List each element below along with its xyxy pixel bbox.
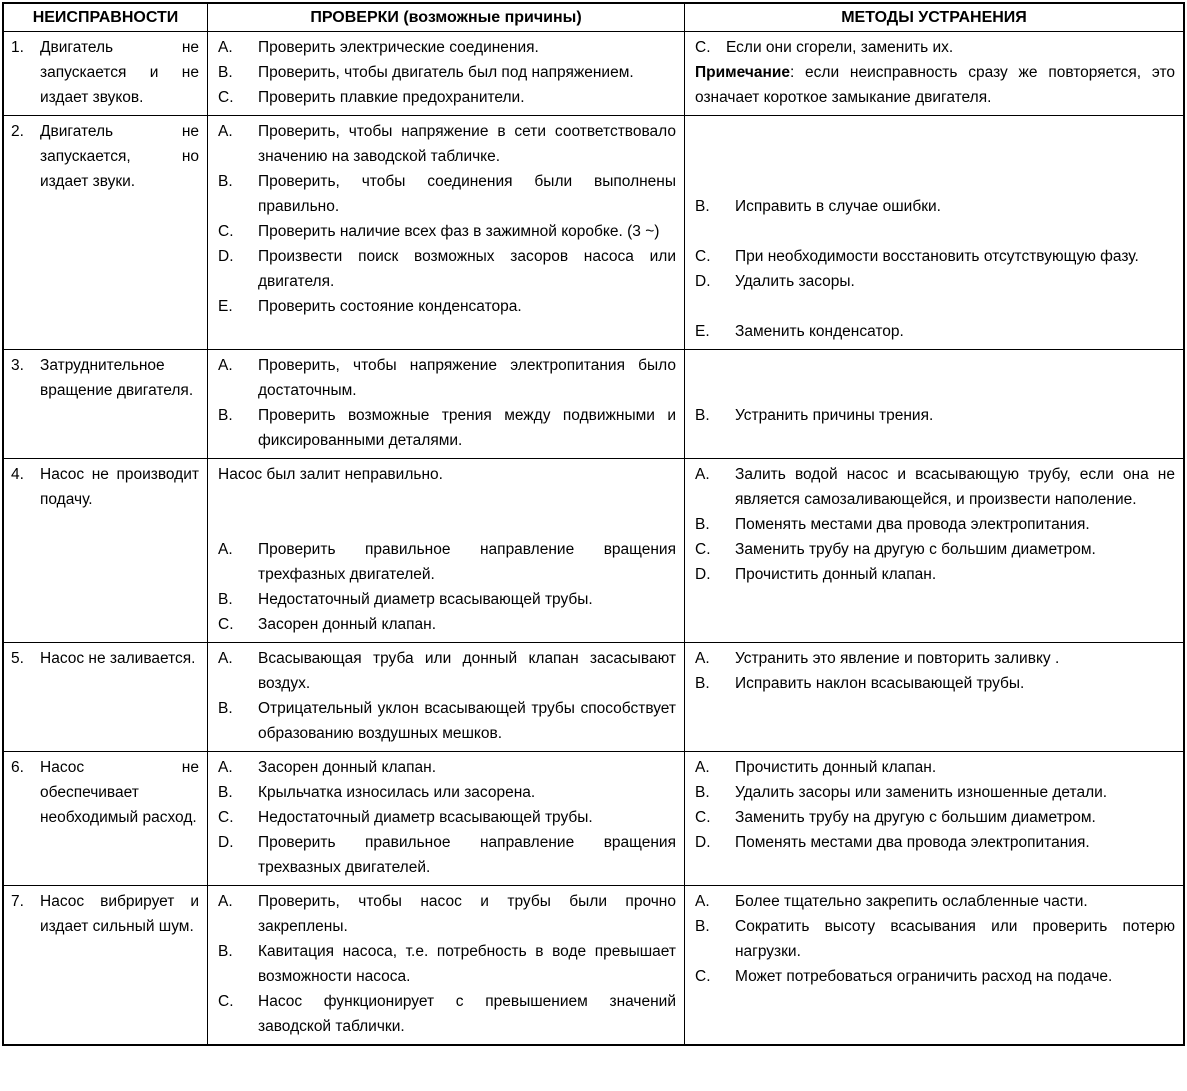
check-item [218, 889, 676, 939]
method-label: E. [695, 323, 710, 340]
check-text: Проверить электрические соединения. [258, 39, 539, 56]
method-text: Заменить конденсатор. [735, 323, 904, 340]
check-label: A. [218, 893, 233, 910]
method-item [695, 35, 1175, 60]
method-label: A. [695, 650, 710, 667]
check-text: Проверить, чтобы напряжение электропитания было достаточным. [258, 357, 676, 399]
fault-cell [4, 32, 207, 115]
check-text: Проверить, чтобы насос и трубы были прочно закреплены. [258, 893, 676, 935]
check-text: Проверить правильное направление вращения трехвазных двигателей. [258, 834, 676, 876]
check-intro-text: Насос был залит неправильно. [218, 466, 443, 483]
check-label: C. [218, 89, 234, 106]
check-label: B. [218, 407, 233, 424]
method-text: Поменять местами два провода электропитания. [735, 834, 1090, 851]
checks-cell [207, 752, 684, 885]
method-label: A. [695, 466, 710, 483]
method-item [695, 780, 1175, 805]
check-item [218, 805, 676, 830]
check-text: Недостаточный диаметр всасывающей трубы. [258, 809, 593, 826]
check-item [218, 119, 676, 169]
method-label: A. [695, 759, 710, 776]
fault-item [11, 119, 199, 194]
fault-number: 1. [11, 39, 24, 56]
check-text: Недостаточный диаметр всасывающей трубы. [258, 591, 593, 608]
column-header-faults: НЕИСПРАВНОСТИ [32, 9, 179, 26]
check-label: B. [218, 173, 233, 190]
check-text: Проверить плавкие предохранители. [258, 89, 525, 106]
method-label: C. [695, 39, 711, 56]
method-label: C. [695, 809, 711, 826]
method-label: B. [695, 675, 710, 692]
table-row-7 [4, 885, 1183, 1044]
checks-cell [207, 350, 684, 458]
fault-text: Затруднительное вращение двигателя. [40, 357, 194, 399]
method-label: C. [695, 541, 711, 558]
fault-item [11, 646, 199, 671]
fault-number: 4. [11, 466, 24, 483]
column-header-checks: ПРОВЕРКИ (возможные причины) [207, 4, 684, 31]
check-text: Проверить, чтобы напряжение в сети соответствовало значению на заводской табличке. [258, 123, 676, 165]
method-text: Прочистить донный клапан. [735, 759, 937, 776]
table-row-6 [4, 751, 1183, 885]
check-text: Проверить, чтобы соединения были выполнены правильно. [258, 173, 676, 215]
check-label: D. [218, 834, 234, 851]
check-item [218, 587, 676, 612]
check-label: A. [218, 357, 233, 374]
check-label: C. [218, 809, 234, 826]
check-text: Засорен донный клапан. [258, 759, 437, 776]
note-paragraph [695, 60, 1175, 110]
methods-cell [684, 643, 1183, 751]
method-text: Более тщательно закрепить ослабленные части. [735, 893, 1088, 910]
checks-cell [207, 886, 684, 1044]
methods-cell [684, 886, 1183, 1044]
method-text: Удалить засоры или заменить изношенные детали. [735, 784, 1108, 801]
check-item [218, 612, 676, 637]
fault-item [11, 35, 199, 110]
check-item [218, 403, 676, 453]
method-text: Исправить наклон всасывающей трубы. [735, 675, 1025, 692]
method-item [695, 512, 1175, 537]
check-label: C. [218, 616, 234, 633]
method-text: Сократить высоту всасывания или проверить потерю нагрузки. [735, 918, 1175, 960]
checks-cell [207, 459, 684, 642]
check-item [218, 85, 676, 110]
check-item [218, 830, 676, 880]
table-header-row [4, 4, 1183, 31]
fault-cell [4, 459, 207, 642]
methods-cell [684, 752, 1183, 885]
check-text: Проверить наличие всех фаз в зажимной коробке. (3 ~) [258, 223, 660, 240]
check-item [218, 169, 676, 219]
fault-cell [4, 752, 207, 885]
method-item [695, 964, 1175, 989]
check-text: Засорен донный клапан. [258, 616, 437, 633]
checks-cell [207, 32, 684, 115]
fault-cell [4, 116, 207, 349]
table-row-2 [4, 115, 1183, 349]
fault-cell [4, 643, 207, 751]
methods-cell [684, 32, 1183, 115]
method-label: D. [695, 566, 711, 583]
check-label: E. [218, 298, 233, 315]
method-item [695, 244, 1175, 269]
check-label: A. [218, 541, 233, 558]
check-label: B. [218, 64, 233, 81]
method-text: Устранить причины трения. [735, 407, 934, 424]
check-label: C. [218, 223, 234, 240]
check-label: B. [218, 784, 233, 801]
fault-number: 6. [11, 759, 24, 776]
method-text: При необходимости восстановить отсутствующую фазу. [735, 248, 1139, 265]
method-label: C. [695, 968, 711, 985]
table-row-5 [4, 642, 1183, 751]
check-item [218, 939, 676, 989]
method-text: Удалить засоры. [735, 273, 855, 290]
fault-number: 2. [11, 123, 24, 140]
check-label: A. [218, 39, 233, 56]
check-item [218, 353, 676, 403]
method-text: Устранить это явление и повторить заливку . [735, 650, 1060, 667]
methods-cell [684, 350, 1183, 458]
method-text: Если они сгорели, заменить их. [726, 39, 954, 56]
fault-item [11, 353, 199, 403]
check-item [218, 60, 676, 85]
check-label: C. [218, 993, 234, 1010]
check-text: Всасывающая труба или донный клапан засасывают воздух. [258, 650, 676, 692]
checks-cell [207, 116, 684, 349]
method-label: B. [695, 516, 710, 533]
checks-cell [207, 643, 684, 751]
method-item [695, 537, 1175, 562]
check-item [218, 244, 676, 294]
method-item [695, 671, 1175, 696]
check-item [218, 35, 676, 60]
check-label: A. [218, 650, 233, 667]
check-text: Проверить возможные трения между подвижными и фиксированными деталями. [258, 407, 676, 449]
method-item [695, 462, 1175, 512]
method-item [695, 562, 1175, 587]
table-row-4 [4, 458, 1183, 642]
fault-item [11, 755, 199, 830]
check-item [218, 780, 676, 805]
fault-text: Насос вибрирует и издает сильный шум. [40, 893, 199, 935]
fault-text: Насос не производит подачу. [40, 466, 199, 508]
fault-text: Двигатель не запускается, но издает звуки. [40, 123, 199, 190]
check-text: Отрицательный уклон всасывающей трубы способствует образованию воздушных мешков. [258, 700, 676, 742]
check-item [218, 696, 676, 746]
method-item [695, 194, 1175, 219]
table-row-3 [4, 349, 1183, 458]
check-item [218, 294, 676, 319]
methods-cell [684, 116, 1183, 349]
check-label: B. [218, 700, 233, 717]
troubleshooting-table [2, 2, 1185, 1046]
method-item [695, 755, 1175, 780]
fault-number: 3. [11, 357, 24, 374]
fault-item [11, 462, 199, 512]
method-text: Заменить трубу на другую с большим диаметром. [735, 809, 1096, 826]
note-bold-word: Примечание [695, 64, 790, 81]
check-item [218, 755, 676, 780]
methods-cell [684, 459, 1183, 642]
method-text: Исправить в случае ошибки. [735, 198, 941, 215]
method-text: Залить водой насос и всасывающую трубу, если она не является самозаливающейся, и произвести наполение. [735, 466, 1175, 508]
method-label: B. [695, 784, 710, 801]
method-item [695, 830, 1175, 855]
method-item [695, 646, 1175, 671]
method-item [695, 403, 1175, 428]
column-header-methods: МЕТОДЫ УСТРАНЕНИЯ [684, 4, 1183, 31]
method-label: C. [695, 248, 711, 265]
fault-number: 7. [11, 893, 24, 910]
check-label: A. [218, 123, 233, 140]
check-text: Проверить правильное направление вращения трехфазных двигателей. [258, 541, 676, 583]
fault-item [11, 889, 199, 939]
method-item [695, 269, 1175, 294]
check-text: Крыльчатка износилась или засорена. [258, 784, 536, 801]
method-text: Прочистить донный клапан. [735, 566, 937, 583]
check-text: Произвести поиск возможных засоров насоса или двигателя. [258, 248, 676, 290]
table-row-1 [4, 31, 1183, 115]
check-label: D. [218, 248, 234, 265]
method-label: A. [695, 893, 710, 910]
check-item [218, 989, 676, 1039]
method-label: D. [695, 834, 711, 851]
check-text: Насос функционирует с превышением значений заводской таблички. [258, 993, 676, 1035]
check-item [218, 646, 676, 696]
method-label: B. [695, 918, 710, 935]
method-label: B. [695, 407, 710, 424]
fault-number: 5. [11, 650, 24, 667]
check-item [218, 537, 676, 587]
method-item [695, 319, 1175, 344]
check-text: Проверить состояние конденсатора. [258, 298, 522, 315]
check-label: A. [218, 759, 233, 776]
check-item [218, 219, 676, 244]
method-text: Может потребоваться ограничить расход на подаче. [735, 968, 1113, 985]
method-text: Заменить трубу на другую с большим диаметром. [735, 541, 1096, 558]
method-item [695, 889, 1175, 914]
check-text: Кавитация насоса, т.е. потребность в воде превышает возможности насоса. [258, 943, 676, 985]
fault-text: Двигатель не запускается и не издает звуков. [40, 39, 199, 106]
method-item [695, 805, 1175, 830]
fault-text: Насос не заливается. [40, 650, 196, 667]
method-label: B. [695, 198, 710, 215]
check-label: B. [218, 591, 233, 608]
fault-cell [4, 886, 207, 1044]
check-text: Проверить, чтобы двигатель был под напряжением. [258, 64, 634, 81]
note-rest-text: : если неисправность сразу же повторяется, это означает короткое замыкание двигателя. [695, 64, 1175, 106]
check-label: B. [218, 943, 233, 960]
method-item [695, 914, 1175, 964]
method-label: D. [695, 273, 711, 290]
fault-text: Насос не обеспечивает необходимый расход. [40, 759, 199, 826]
method-text: Поменять местами два провода электропитания. [735, 516, 1090, 533]
fault-cell [4, 350, 207, 458]
